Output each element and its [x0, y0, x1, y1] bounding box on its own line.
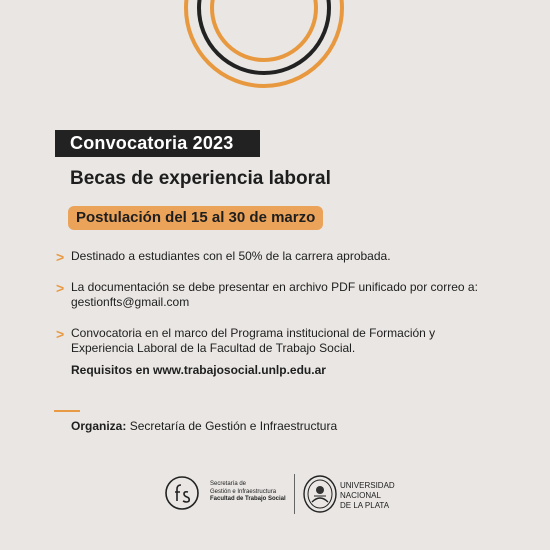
title-tag: Convocatoria 2023: [55, 130, 260, 157]
requirements-link[interactable]: Requisitos en www.trabajosocial.unlp.edu.ar: [71, 363, 326, 377]
bullet-text: La documentación se debe presentar en archivo PDF unificado por correo a:: [71, 280, 478, 294]
organizer-line: [71, 419, 337, 433]
divider: [54, 410, 80, 412]
unlp-seal-icon: [302, 474, 338, 514]
info-list: [56, 249, 496, 372]
page-title: Becas de experiencia laboral: [70, 168, 331, 189]
list-item: [56, 249, 496, 264]
bullet-text: Experiencia Laboral de la Facultad de Trabajo Social.: [71, 341, 356, 355]
dates-badge: Postulación del 15 al 30 de marzo: [68, 206, 323, 230]
organizer-label: Organiza:: [71, 419, 127, 433]
bullet-text: Convocatoria en el marco del Programa institucional de Formación y: [71, 326, 436, 340]
unlp-name: UNIVERSIDAD NACIONAL DE LA PLATA: [340, 481, 395, 510]
organizer-value: Secretaría de Gestión e Infraestructura: [129, 419, 338, 433]
email-link[interactable]: gestionfts@gmail.com: [71, 295, 190, 309]
fts-name: Secretaría de Gestión e Infraestructura Facultad de Trabajo Social: [210, 481, 286, 502]
chevron-right-icon: >: [56, 280, 65, 296]
list-item: [56, 280, 496, 310]
concentric-rings-decoration: [184, 0, 344, 90]
chevron-right-icon: >: [56, 249, 65, 265]
bullet-text: Destinado a estudiantes con el 50% de la carrera aprobada.: [71, 249, 391, 263]
footer-separator: [294, 474, 295, 514]
list-item: [56, 326, 496, 356]
chevron-right-icon: >: [56, 326, 65, 342]
fts-logo-icon: [164, 475, 200, 511]
